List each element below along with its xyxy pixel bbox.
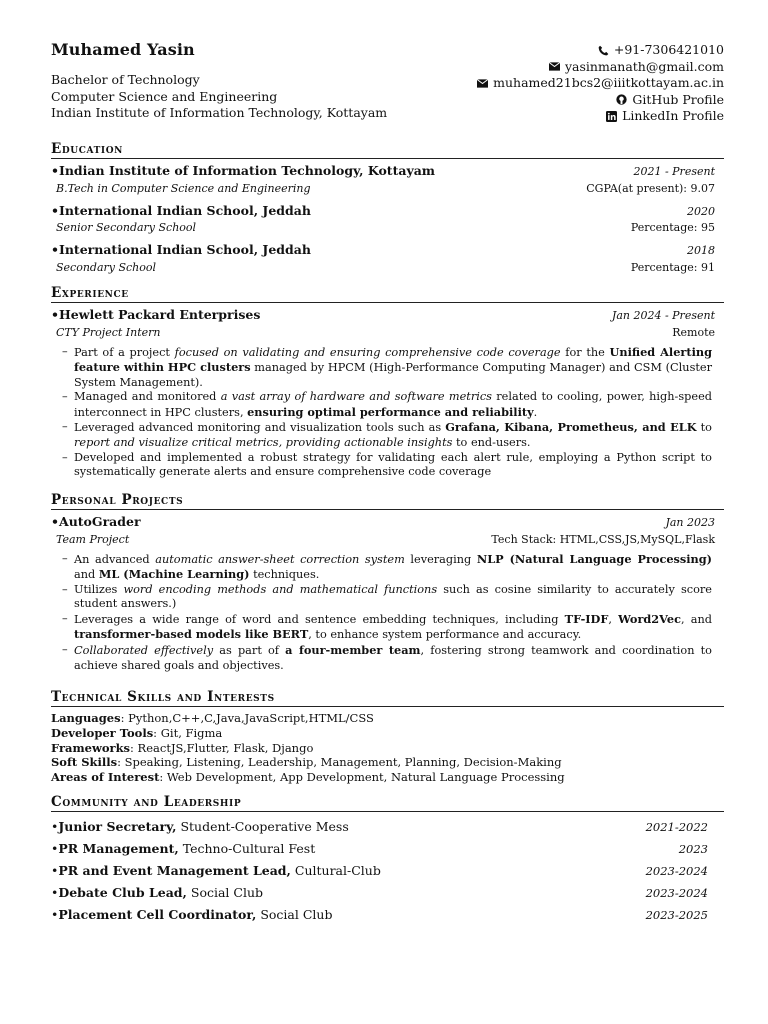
github-icon bbox=[616, 94, 627, 105]
experience-entry bbox=[51, 307, 724, 480]
bullet-item: – Developed and implemented a robust strategy for validating each alert rule, employing a Python script to systematically generate alerts and ensure comprehensive code coverage bbox=[74, 451, 712, 480]
major: Computer Science and Engineering bbox=[51, 88, 278, 104]
bullet-item: – Leverages a wide range of word and sentence embedding techniques, including TF-IDF, Word2Vec, and transformer-based models like BERT, to enhance system performance and accuracy. bbox=[74, 612, 712, 643]
github-link[interactable] bbox=[477, 92, 724, 109]
section-title: Education bbox=[51, 141, 724, 159]
degree: Bachelor of Technology bbox=[51, 72, 200, 87]
project-bullets bbox=[51, 552, 724, 674]
project-date: Jan 2023 bbox=[665, 516, 715, 529]
school-name: •International Indian School, Jeddah bbox=[51, 202, 311, 218]
section-title: Personal Projects bbox=[51, 492, 724, 510]
contact-block bbox=[477, 42, 724, 125]
skills-section bbox=[51, 689, 724, 785]
bullet-item: – An advanced automatic answer-sheet correction system leveraging NLP (Natural Language Processing) and ML (Machine Learning) techniques. bbox=[74, 552, 712, 583]
company-name: •Hewlett Packard Enterprises bbox=[51, 307, 261, 322]
edu-date: 2021 - Present bbox=[633, 165, 715, 178]
education-section bbox=[51, 141, 724, 282]
skill-row: Languages: Python,C++,C,Java,JavaScript,HTML/CSS bbox=[51, 711, 374, 725]
education-entry bbox=[51, 163, 724, 196]
bullet-item: – Utilizes word encoding methods and mathematical functions such as cosine similarity to accurately score student answers.) bbox=[74, 583, 712, 612]
skill-row: Developer Tools: Git, Figma bbox=[51, 725, 223, 740]
email-institute: muhamed21bcs2@iiitkottayam.ac.in bbox=[493, 75, 724, 90]
community-row: •Debate Club Lead, Social Club 2023-2024 bbox=[51, 885, 708, 900]
school-name: •International Indian School, Jeddah bbox=[51, 242, 311, 257]
linkedin-link[interactable] bbox=[477, 108, 724, 125]
envelope-icon bbox=[549, 61, 560, 72]
email-personal: yasinmanath@gmail.com bbox=[564, 58, 724, 74]
phone-number: +91-7306421010 bbox=[613, 42, 724, 57]
github-label: GitHub Profile bbox=[632, 91, 724, 107]
linkedin-label: LinkedIn Profile bbox=[622, 108, 724, 123]
edu-program: Senior Secondary School bbox=[56, 221, 197, 234]
exp-role: CTY Project Intern bbox=[56, 325, 161, 339]
projects-section bbox=[51, 492, 724, 680]
school-name: •Indian Institute of Information Technology, Kottayam bbox=[51, 163, 436, 178]
education-entry bbox=[51, 203, 724, 236]
skill-row: Soft Skills: Speaking, Listening, Leadership, Management, Planning, Decision-Making bbox=[51, 755, 562, 770]
institute: Indian Institute of Information Technology, Kottayam bbox=[51, 105, 388, 120]
section-title: Experience bbox=[51, 285, 724, 303]
edu-date: 2018 bbox=[687, 244, 715, 257]
community-row: •Placement Cell Coordinator, Social Club 2023-2025 bbox=[51, 907, 708, 922]
edu-program: Secondary School bbox=[56, 260, 157, 274]
phone-icon bbox=[598, 45, 609, 56]
project-entry bbox=[51, 514, 724, 673]
skill-row: Frameworks: ReactJS,Flutter, Flask, Django bbox=[51, 740, 314, 755]
header-left bbox=[51, 40, 387, 122]
skills-list bbox=[51, 711, 724, 785]
project-type: Team Project bbox=[56, 532, 130, 546]
project-stack: Tech Stack: HTML,CSS,JS,MySQL,Flask bbox=[491, 532, 715, 546]
bullet-item: – Leveraged advanced monitoring and visualization tools such as Grafana, Kibana, Prometheus, and ELK to report and visualize critical metrics, providing actionable insights to end-users. bbox=[74, 420, 712, 450]
edu-date: 2020 bbox=[687, 204, 715, 218]
community-section bbox=[51, 794, 724, 926]
exp-date: Jan 2024 - Present bbox=[611, 309, 715, 322]
edu-score: Percentage: 95 bbox=[630, 221, 715, 234]
edu-score: Percentage: 91 bbox=[630, 260, 715, 274]
bullet-item: – Collaborated effectively as part of a four-member team, fostering strong teamwork and coordination to achieve shared goals and objectives. bbox=[74, 643, 712, 673]
community-row: •PR Management, Techno-Cultural Fest 2023 bbox=[51, 841, 708, 856]
project-name: •AutoGrader bbox=[51, 514, 141, 529]
community-row: •PR and Event Management Lead, Cultural-Club 2023-2024 bbox=[51, 863, 708, 878]
bullet-item: – Part of a project focused on validating and ensuring comprehensive code coverage for the Unified Alerting feature within HPC clusters managed by HPCM (High-Performance Computing Manager) and CSM (Cluster System Management). bbox=[74, 345, 712, 391]
edu-program: B.Tech in Computer Science and Engineering bbox=[56, 181, 311, 195]
candidate-name: Muhamed Yasin bbox=[51, 40, 195, 59]
email-contact-2[interactable] bbox=[477, 75, 724, 92]
education-entry bbox=[51, 242, 724, 275]
linkedin-icon bbox=[606, 111, 617, 122]
exp-location: Remote bbox=[672, 325, 715, 339]
community-row: •Junior Secretary, Student-Cooperative Mess 2021-2022 bbox=[51, 819, 708, 834]
experience-section bbox=[51, 285, 724, 487]
bullet-item: – Managed and monitored a vast array of hardware and software metrics related to cooling, power, high-speed interconnect in HPC clusters, ensuring optimal performance and reliability. bbox=[74, 390, 712, 420]
experience-bullets bbox=[51, 345, 724, 480]
section-title: Community and Leadership bbox=[51, 794, 724, 812]
section-title: Technical Skills and Interests bbox=[51, 689, 724, 707]
phone-contact[interactable] bbox=[477, 42, 724, 59]
edu-score: CGPA(at present): 9.07 bbox=[586, 181, 715, 195]
skill-row: Areas of Interest: Web Development, App Development, Natural Language Processing bbox=[51, 770, 565, 785]
envelope-icon bbox=[477, 78, 488, 89]
email-contact-1[interactable] bbox=[477, 59, 724, 76]
